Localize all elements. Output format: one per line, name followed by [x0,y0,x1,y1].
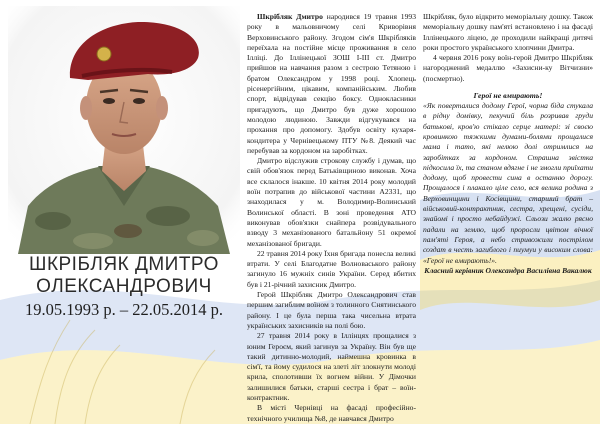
bio-lead-name: Шкрібляк Дмитро [257,12,323,21]
bio-paragraph: 22 травня 2014 року Їхня бригада понесла великі втрати. У селі Благодатне Волноваського району загинуло 16 мужніх синів України. Серед вбитих був і 21-річний захисник Дмитро. [247,248,416,289]
bio-paragraph: Шкрібляк Дмитро народився 19 травня 1993 року в мальовничому селі Криворівня Верховинського району. Згодом сім'я Шкрібляків переїхала на постійне місце проживання в село Ілліці. До Іллінецької ЗОШ І-ІІІ ст. Дмитро прийшов на навчання разом з сестрою Тетяною і братом Олександром у 1998 році. Хлопець рісенергійним, цікавим, компанійським. Любив спорт, відвідував секцію боксу. Однокласники пригадують, що Дмитро був дуже хорошою молодою людиною. Завжди відгукувався на прохання про допомогу. Здобув освіту кухаря-кондитера у Чернівецькому ПТУ №8. Деякий час перебував за кордоном на заробітках. [247,12,416,155]
bio-paragraph: Дмитро відслужив строкову службу і думав, що свій обов'язок перед Батьківщиною виконав. Хоча все склалося інакше. 10 квітня 2014 року молодий воїн потрапив до військової частини А2331, що знаходилася у м. Володимир-Волинський Волинської області. В зоні проведення АТО виконував обов'язки снайпера розвідувального взводу 3 механізованого батальйону 51 окремої механізованої бригади. [247,156,416,248]
hero-surname-firstname: ШКРІБЛЯК ДМИТРО [29,254,219,275]
bio-paragraph: 27 травня 2014 року в Іллінцях прощалися з юним Героєм, який загинув за Україну. Він був ще такий дитинно-молодий, наймешна кровинка в сім'ї, та йому судилося на злеті літ злокнути молоді крила, сполотивши їх вогнем війни. У Дімочки залишилися батьки, старші сестра і брат – воїн-контрактник. [247,331,416,402]
tribute-text: «Як поверталися додому Герої, чорна біда стукала в рідну домівку, пекучий біль розривав груди батькові, кров'ю стікало серце матері: зі своєю кровинкою тяжкими думами-болями прощалися мама і тато, які нелюю долі отримлися на заробітках за кордоном. Страшна звістка підкосила їх, та станом вдягне і не змогли приїхати додому, щоб провести сина в останню дорогу. Прощалося і плакало ціле село, вся велика родина з Верховинщини і Косівщини, старший брат – військовий-контрактник, сестра, хрещені, сусіди, знайомі і просто небайдужі. Сльози жалю рясно падали на землю, щоб проросли цвітом вічної пам'яті Героя, а небо стривожили пострілом создат в честь загиблого і пиумуи у високим слова: «Герої не вмирають!». [423,101,593,265]
teacher-signature: Класний керівник Олександра Василівна Вакалюк [424,265,592,275]
hero-life-dates: 19.05.1993 р. – 22.05.2014 р. [25,300,223,319]
hero-patronymic: ОЛЕКСАНДРОВИЧ [36,276,212,297]
bio-paragraph: В місті Чернівці на фасаді професійно-технічного училища №8, де навчався Дмитро [247,403,416,423]
bio-paragraph: 4 червня 2016 року воїн-герой Дмитро Шкрібляк нагороджений медаллю «Захисни-ку Вітчизни» (посмертно). [423,53,593,83]
biography-column-1 [247,12,416,424]
poem-title: Герої не вмирають! [473,91,543,101]
beret-badge [97,47,111,61]
biography-column-2 [423,12,593,276]
hero-name-block [8,254,240,320]
soldier-portrait-photo [8,6,240,254]
bio-paragraph: Герой Шкрібляк Дмитро Олександрович став першим загиблим воїном з толинного Снятинського району. І це була перша така чисельна втрата українських захисників на полі бою. [247,290,416,330]
bio-paragraph: Шкрібляк, було відкрито меморіальну дошку. Також меморіальну дошку пам'яті встановлено і на фасаді Іллінецького ліцею, де проходили найкращі дитячі роки простого українського хлопчини Дмитра. [423,12,593,52]
